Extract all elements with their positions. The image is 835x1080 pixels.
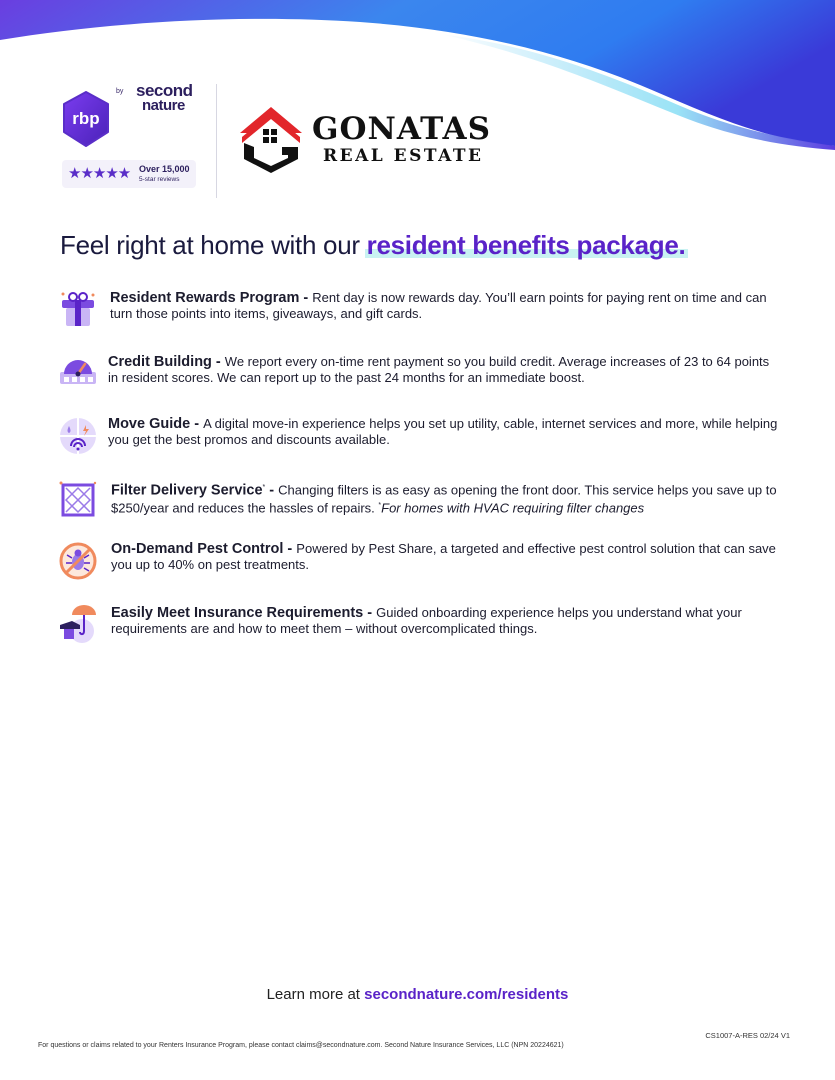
by-label: by [116, 88, 124, 95]
benefit-body: Powered by Pest Share, a targeted and effective pest control solution that can save you up to 40% on pest treatments. [111, 541, 776, 572]
second-label: second [136, 81, 193, 100]
gift-icon [58, 290, 98, 330]
benefit-body: We report every on-time rent payment so you build credit. Average increases of 23 to 64 points in resident scores. We can report up to the past 24 months for an immediate boost. [108, 354, 770, 385]
rbp-badge-icon [60, 90, 112, 148]
five-star-icon: ★★★★★ [68, 165, 131, 182]
benefit-note: For homes with HVAC requiring filter changes [381, 500, 645, 516]
benefit-title: Credit Building - [108, 354, 225, 370]
headline-prefix: Feel right at home with our [60, 230, 367, 260]
move-utilities-icon [58, 416, 98, 456]
company-name: GONATAS [312, 111, 491, 147]
benefit-title: On-Demand Pest Control - [111, 541, 297, 557]
benefit-title: Easily Meet Insurance Requirements - [111, 605, 377, 621]
insurance-umbrella-icon [58, 605, 98, 645]
rbp-badge-text: rbp [72, 109, 100, 128]
benefit-body: A digital move-in experience helps you set up utility, cable, internet services and more, while helping you get the best promos and discounts available. [108, 416, 778, 447]
learn-more-line [0, 986, 835, 1003]
benefit-title: Filter Delivery Service [111, 482, 263, 499]
page-headline [60, 230, 685, 261]
document-code: CS1007-A-RES 02/24 V1 [705, 1031, 790, 1040]
benefit-body: Changing filters is as easy as opening the front door. This service helps you save up to $250/year and reduces the hassles of repairs. [111, 482, 777, 516]
insurance-disclaimer: For questions or claims related to your Renters Insurance Program, please contact claims@secondnature.com. Second Nature Insurance Services, LLC (NPN 20224621) [38, 1042, 564, 1049]
benefit-title: Move Guide - [108, 416, 204, 432]
benefit-body: Rent day is now rewards day. You’ll earn points for paying rent on time and can turn those points into items, giveaways, and gift cards. [110, 290, 767, 321]
headline-highlight: resident benefits package. [366, 230, 686, 260]
credit-gauge-icon [58, 354, 98, 394]
air-filter-icon [58, 480, 98, 520]
company-subtitle: REAL ESTATE [323, 146, 484, 166]
benefit-title-asterisk: * [262, 484, 266, 491]
benefit-title: Resident Rewards Program - [110, 290, 313, 306]
reviews-caption: 5-star reviews [139, 176, 180, 183]
benefit-body: Guided onboarding experience helps you understand what your requirements are and how to meet them – without overcomplicated things. [111, 605, 742, 636]
nature-label: nature [142, 97, 185, 114]
benefit-title-dash: - [265, 482, 279, 499]
benefit-note-asterisk: * [378, 502, 382, 510]
logo-divider [216, 84, 217, 198]
learn-more-prefix: Learn more at [266, 986, 365, 1003]
gonatas-house-logo-icon [236, 103, 306, 175]
reviews-count: Over 15,000 [139, 164, 190, 174]
reviews-badge [62, 160, 196, 188]
no-pest-icon [58, 541, 98, 581]
residents-link[interactable]: secondnature.com/residents [364, 986, 569, 1003]
